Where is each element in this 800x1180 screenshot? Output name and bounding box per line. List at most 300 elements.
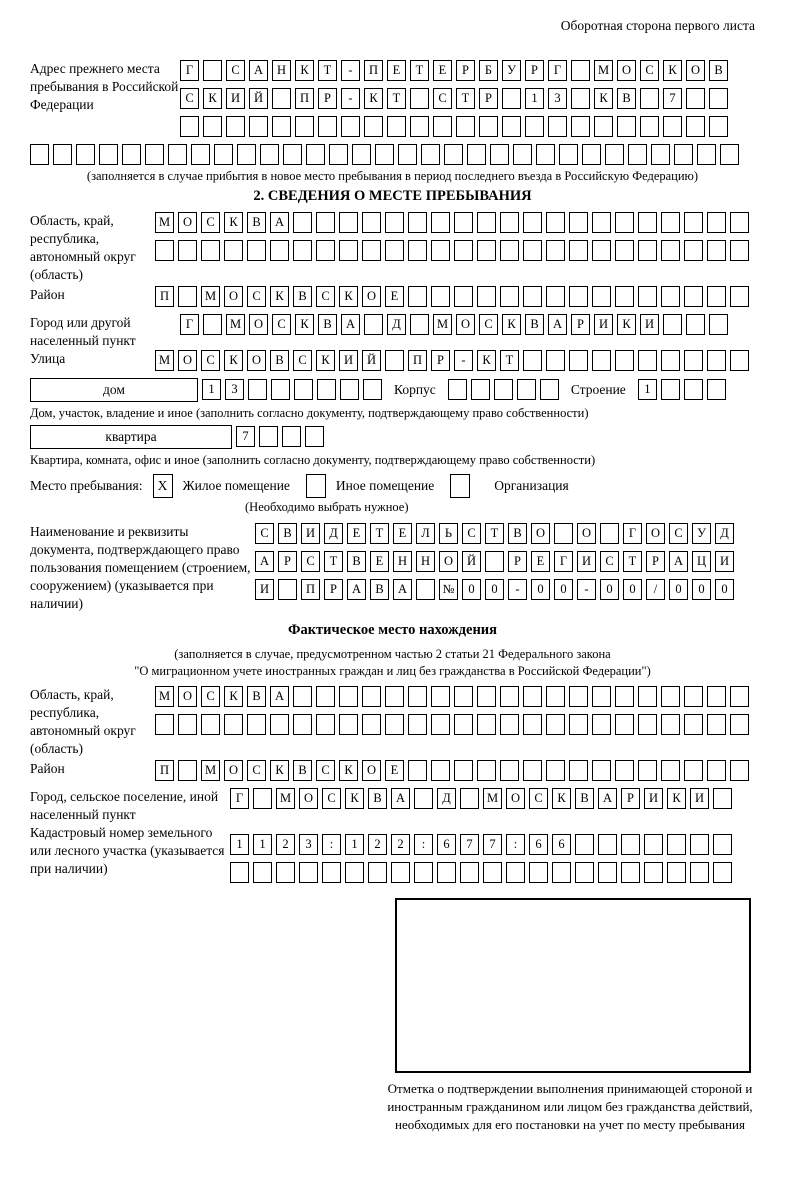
char-box — [663, 314, 682, 335]
char-box — [316, 686, 335, 707]
char-box: В — [347, 551, 366, 572]
char-box — [628, 144, 647, 165]
char-box: 3 — [548, 88, 567, 109]
char-box: К — [224, 686, 243, 707]
char-box — [178, 714, 197, 735]
kvartira-row — [30, 425, 755, 449]
char-box — [479, 116, 498, 137]
char-box: В — [278, 523, 297, 544]
char-box: К — [270, 286, 289, 307]
char-box — [293, 686, 312, 707]
char-box — [592, 760, 611, 781]
char-box — [529, 862, 548, 883]
kvartira-note: Квартира, комната, офис и иное (заполнить согласно документу, подтверждающему право собственности) — [30, 452, 596, 467]
char-box: М — [276, 788, 295, 809]
dom-number-cells — [202, 379, 382, 400]
char-box — [454, 714, 473, 735]
char-box — [569, 760, 588, 781]
char-box — [272, 88, 291, 109]
char-box — [203, 314, 222, 335]
char-box — [460, 862, 479, 883]
char-box — [178, 760, 197, 781]
oblast-rows — [155, 212, 749, 268]
char-box — [615, 350, 634, 371]
raion-label: Район — [30, 286, 65, 302]
char-box: В — [575, 788, 594, 809]
char-box: О — [178, 350, 197, 371]
char-box — [339, 686, 358, 707]
korpus-label: Корпус — [394, 381, 436, 397]
char-box — [99, 144, 118, 165]
char-box — [517, 379, 536, 400]
char-box — [540, 379, 559, 400]
mesto-option-3-checkbox — [450, 474, 470, 498]
char-box: К — [224, 212, 243, 233]
char-box — [621, 834, 640, 855]
char-box: 2 — [368, 834, 387, 855]
char-box: Й — [249, 88, 268, 109]
char-box: К — [663, 60, 682, 81]
char-box — [582, 144, 601, 165]
char-box: С — [272, 314, 291, 335]
char-box: Р — [324, 579, 343, 600]
char-box — [191, 144, 210, 165]
char-box — [155, 240, 174, 261]
char-box — [569, 714, 588, 735]
fact-gorod-row — [230, 788, 732, 809]
char-box — [661, 286, 680, 307]
char-box: - — [454, 350, 473, 371]
char-box: С — [529, 788, 548, 809]
char-box — [237, 144, 256, 165]
ulitsa-field — [30, 350, 755, 378]
char-box: О — [362, 286, 381, 307]
char-box: П — [155, 286, 174, 307]
char-box — [638, 240, 657, 261]
char-box: С — [433, 88, 452, 109]
char-box — [502, 116, 521, 137]
char-box — [385, 350, 404, 371]
char-box — [364, 314, 383, 335]
mesto-option-1-checkbox: X — [153, 474, 173, 498]
char-box: В — [525, 314, 544, 335]
char-box: О — [247, 350, 266, 371]
char-box: Г — [548, 60, 567, 81]
gorod-field — [30, 314, 755, 350]
char-box — [295, 116, 314, 137]
char-box: О — [299, 788, 318, 809]
char-box: С — [255, 523, 274, 544]
char-box — [364, 116, 383, 137]
char-box — [644, 834, 663, 855]
char-box — [247, 714, 266, 735]
char-box: К — [224, 350, 243, 371]
char-box — [730, 286, 749, 307]
char-box — [638, 760, 657, 781]
kadastr-label: Кадастровый номер земельного или лесного участка (указывается при наличии) — [30, 824, 225, 876]
char-box: А — [598, 788, 617, 809]
char-box — [122, 144, 141, 165]
char-box — [178, 286, 197, 307]
char-box: А — [270, 212, 289, 233]
char-box: О — [178, 686, 197, 707]
char-box: Н — [272, 60, 291, 81]
char-box: 2 — [391, 834, 410, 855]
char-box — [270, 240, 289, 261]
prev-address-note: (заполняется в случае прибытия в новое место пребывания в период последнего въезда в Российскую Федерацию) — [86, 169, 699, 183]
char-box: Е — [433, 60, 452, 81]
mesto-option-2-label: Иное помещение — [335, 477, 435, 493]
char-box: С — [322, 788, 341, 809]
char-box: В — [709, 60, 728, 81]
char-box — [339, 240, 358, 261]
char-box — [592, 686, 611, 707]
char-box — [697, 144, 716, 165]
char-box — [684, 286, 703, 307]
char-box: Д — [715, 523, 734, 544]
char-box — [523, 212, 542, 233]
prev-address-row-4 — [30, 144, 755, 165]
char-box: Д — [324, 523, 343, 544]
char-box — [644, 862, 663, 883]
mesto-option-1-label: Жилое помещение — [182, 477, 290, 493]
char-box — [385, 240, 404, 261]
char-box — [391, 862, 410, 883]
char-box — [569, 350, 588, 371]
char-box — [546, 714, 565, 735]
char-box: О — [178, 212, 197, 233]
fact-oblast-label: Область, край, республика, автономный округ (область) — [30, 687, 136, 757]
char-box — [282, 426, 301, 447]
char-box: Й — [362, 350, 381, 371]
char-box: Т — [410, 60, 429, 81]
char-box — [30, 144, 49, 165]
char-box — [707, 286, 726, 307]
char-box — [368, 862, 387, 883]
char-box: Й — [462, 551, 481, 572]
prev-address-label: Адрес прежнего места пребывания в Российской Федерации — [30, 61, 179, 112]
char-box — [506, 862, 525, 883]
char-box — [690, 834, 709, 855]
char-box — [471, 379, 490, 400]
stamp-caption: Отметка о подтверждении выполнения принимающей стороной и иностранным гражданином или лицом без гражданства действий, необходимых для его постановки на учет по месту пребывания — [387, 1080, 753, 1132]
char-box: С — [301, 551, 320, 572]
char-box — [638, 212, 657, 233]
char-box: Р — [318, 88, 337, 109]
char-box: Д — [387, 314, 406, 335]
char-box: С — [462, 523, 481, 544]
char-box — [414, 788, 433, 809]
char-box — [707, 686, 726, 707]
dom-type-box: дом — [30, 378, 198, 402]
kadastr-row-1 — [230, 834, 732, 855]
char-box: К — [316, 350, 335, 371]
char-box — [180, 116, 199, 137]
char-box — [709, 314, 728, 335]
char-box: И — [715, 551, 734, 572]
char-box: Е — [385, 286, 404, 307]
char-box — [490, 144, 509, 165]
char-box — [431, 760, 450, 781]
char-box — [306, 144, 325, 165]
char-box: В — [508, 523, 527, 544]
char-box: Г — [230, 788, 249, 809]
char-box: Т — [324, 551, 343, 572]
char-box — [421, 144, 440, 165]
char-box: О — [362, 760, 381, 781]
char-box — [433, 116, 452, 137]
char-box: М — [483, 788, 502, 809]
char-box: А — [341, 314, 360, 335]
char-box: С — [201, 350, 220, 371]
char-box: Г — [180, 314, 199, 335]
dom-note: Дом, участок, владение и иное (заполнить согласно документу, подтверждающему право собственности) — [30, 405, 589, 420]
char-box: 2 — [276, 834, 295, 855]
char-box: О — [439, 551, 458, 572]
char-box — [661, 686, 680, 707]
char-box — [477, 286, 496, 307]
char-box — [690, 862, 709, 883]
char-box: В — [617, 88, 636, 109]
char-box — [730, 686, 749, 707]
char-box — [571, 116, 590, 137]
char-box — [270, 714, 289, 735]
char-box — [709, 116, 728, 137]
char-box — [477, 760, 496, 781]
char-box — [598, 862, 617, 883]
mesto-label: Место пребывания: — [30, 477, 143, 493]
char-box — [559, 144, 578, 165]
char-box — [500, 760, 519, 781]
char-box: № — [439, 579, 458, 600]
char-box — [684, 379, 703, 400]
char-box — [707, 760, 726, 781]
char-box — [477, 212, 496, 233]
document-row-3 — [255, 579, 734, 600]
char-box — [546, 212, 565, 233]
char-box — [431, 212, 450, 233]
char-box: 6 — [437, 834, 456, 855]
dom-row — [30, 378, 755, 402]
char-box: В — [293, 760, 312, 781]
char-box — [431, 286, 450, 307]
char-box — [155, 714, 174, 735]
char-box — [592, 240, 611, 261]
char-box: О — [224, 286, 243, 307]
char-box — [663, 116, 682, 137]
char-box — [621, 862, 640, 883]
char-box: 7 — [663, 88, 682, 109]
char-box: О — [224, 760, 243, 781]
char-box — [385, 686, 404, 707]
document-row-2 — [255, 551, 734, 572]
char-box: А — [249, 60, 268, 81]
char-box: / — [646, 579, 665, 600]
char-box: И — [690, 788, 709, 809]
char-box — [145, 144, 164, 165]
char-box: И — [577, 551, 596, 572]
char-box — [686, 314, 705, 335]
char-box — [456, 116, 475, 137]
char-box: 0 — [623, 579, 642, 600]
fact-raion-row — [155, 760, 749, 781]
char-box — [569, 240, 588, 261]
char-box — [253, 862, 272, 883]
char-box: - — [508, 579, 527, 600]
fact-raion-label: Район — [30, 761, 65, 777]
mesto-row — [30, 474, 755, 498]
prev-address-field — [30, 60, 755, 144]
char-box: А — [347, 579, 366, 600]
char-box: Р — [479, 88, 498, 109]
char-box — [615, 714, 634, 735]
char-box: К — [339, 286, 358, 307]
char-box — [248, 379, 267, 400]
char-box: С — [226, 60, 245, 81]
char-box — [299, 862, 318, 883]
char-box — [283, 144, 302, 165]
char-box — [571, 88, 590, 109]
char-box — [454, 686, 473, 707]
char-box — [707, 714, 726, 735]
char-box — [523, 760, 542, 781]
prev-address-row-1 — [180, 60, 728, 81]
char-box: 7 — [483, 834, 502, 855]
char-box — [352, 144, 371, 165]
char-box: К — [667, 788, 686, 809]
kvartira-type-box: квартира — [30, 425, 232, 449]
char-box: А — [669, 551, 688, 572]
char-box: С — [201, 686, 220, 707]
char-box: Ц — [692, 551, 711, 572]
char-box: П — [155, 760, 174, 781]
char-box — [203, 116, 222, 137]
char-box — [661, 714, 680, 735]
char-box: 1 — [525, 88, 544, 109]
char-box: С — [293, 350, 312, 371]
oblast-label: Область, край, республика, автономный округ (область) — [30, 213, 136, 282]
char-box — [661, 240, 680, 261]
char-box: 3 — [225, 379, 244, 400]
char-box — [575, 834, 594, 855]
ulitsa-label: Улица — [30, 350, 66, 366]
char-box — [203, 60, 222, 81]
fact-oblast-field — [30, 686, 755, 758]
char-box: Д — [437, 788, 456, 809]
char-box: Т — [456, 88, 475, 109]
char-box — [226, 116, 245, 137]
char-box: А — [255, 551, 274, 572]
char-box: 0 — [600, 579, 619, 600]
char-box: Р — [278, 551, 297, 572]
char-box — [730, 714, 749, 735]
char-box — [316, 212, 335, 233]
char-box — [293, 240, 312, 261]
fact-oblast-row-2 — [155, 714, 749, 735]
prev-address-row-2 — [180, 88, 728, 109]
char-box — [546, 760, 565, 781]
char-box: О — [249, 314, 268, 335]
char-box — [523, 686, 542, 707]
char-box: 7 — [236, 426, 255, 447]
char-box: Е — [347, 523, 366, 544]
char-box — [536, 144, 555, 165]
char-box: - — [341, 60, 360, 81]
char-box — [178, 240, 197, 261]
char-box: Т — [485, 523, 504, 544]
char-box — [575, 862, 594, 883]
char-box — [316, 240, 335, 261]
char-box — [640, 116, 659, 137]
char-box — [340, 379, 359, 400]
char-box — [214, 144, 233, 165]
fact-gorod-field — [30, 788, 755, 824]
char-box — [686, 116, 705, 137]
char-box: У — [502, 60, 521, 81]
char-box — [592, 286, 611, 307]
char-box — [709, 88, 728, 109]
char-box: Б — [479, 60, 498, 81]
char-box — [730, 212, 749, 233]
char-box — [615, 212, 634, 233]
oblast-row-1 — [155, 212, 749, 233]
char-box: С — [669, 523, 688, 544]
char-box — [661, 212, 680, 233]
char-box — [640, 88, 659, 109]
char-box: К — [477, 350, 496, 371]
prev-address-rows — [180, 60, 728, 144]
char-box — [477, 686, 496, 707]
char-box — [523, 286, 542, 307]
fact-note-line-2: "О миграционном учете иностранных граждан и лиц без гражданства в Российской Федерации") — [134, 664, 651, 679]
char-box: К — [502, 314, 521, 335]
char-box — [548, 116, 567, 137]
ulitsa-row — [155, 350, 749, 371]
char-box: С — [201, 212, 220, 233]
char-box — [720, 144, 739, 165]
char-box: Н — [416, 551, 435, 572]
char-box: М — [155, 686, 174, 707]
char-box: М — [155, 212, 174, 233]
char-box: С — [316, 286, 335, 307]
char-box: Т — [318, 60, 337, 81]
char-box — [414, 862, 433, 883]
char-box — [398, 144, 417, 165]
char-box — [500, 212, 519, 233]
char-box: Т — [500, 350, 519, 371]
char-box — [684, 350, 703, 371]
char-box: 0 — [462, 579, 481, 600]
char-box — [317, 379, 336, 400]
char-box — [513, 144, 532, 165]
char-box — [253, 788, 272, 809]
char-box — [410, 88, 429, 109]
char-box — [448, 379, 467, 400]
char-box: О — [531, 523, 550, 544]
stroenie-label: Строение — [570, 381, 626, 397]
char-box: О — [646, 523, 665, 544]
char-box: 0 — [485, 579, 504, 600]
char-box: М — [594, 60, 613, 81]
char-box — [408, 686, 427, 707]
char-box: 1 — [202, 379, 221, 400]
char-box — [431, 686, 450, 707]
char-box — [707, 350, 726, 371]
char-box — [362, 212, 381, 233]
char-box — [467, 144, 486, 165]
char-box — [477, 240, 496, 261]
char-box — [318, 116, 337, 137]
